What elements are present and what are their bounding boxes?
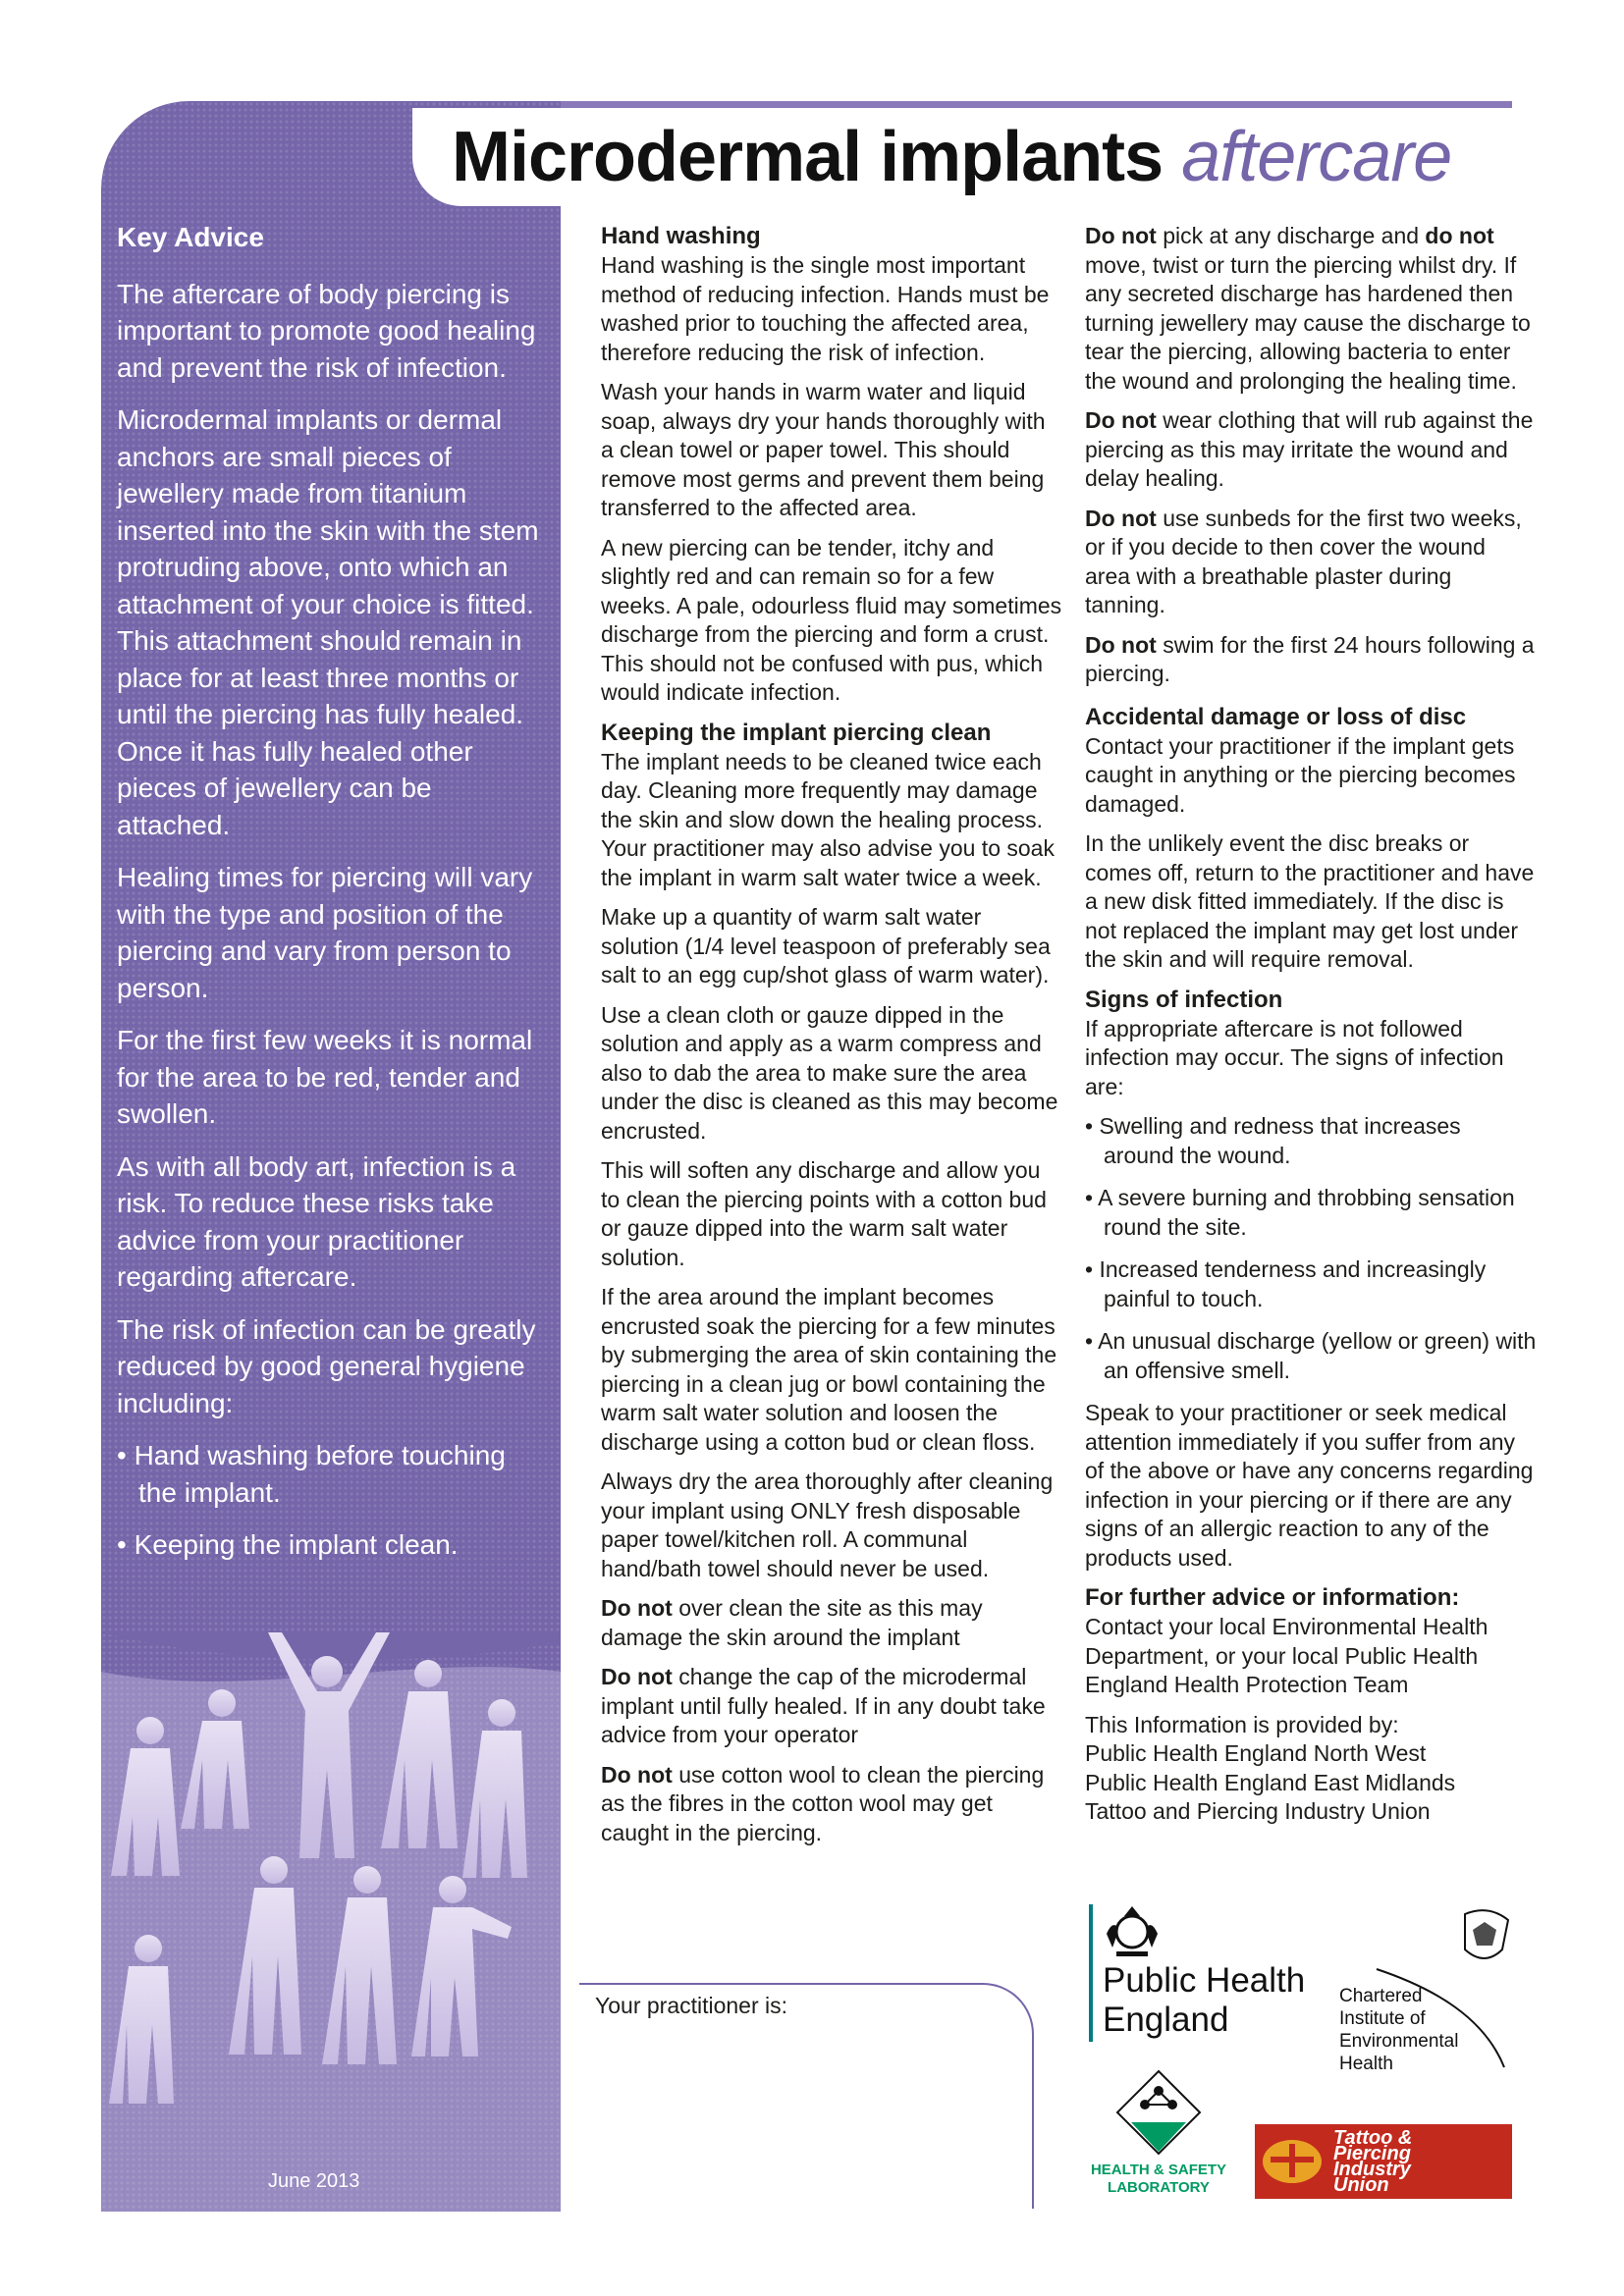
page-title [452,116,1451,198]
hand-washing-paragraph: Wash your hands in warm water and liquid soap, always dry your hands thoroughly with a clean towel or paper towel. This should remove most germs and prevent them being transferred to the affected area. [601,379,1046,520]
section-heading-further-advice: For further advice or information: [1085,1584,1460,1611]
cieh-logo-line: Health [1339,2054,1393,2074]
cieh-logo-line: Institute of [1339,2008,1426,2029]
cleaning-paragraph: The implant needs to be cleaned twice each day. Cleaning more frequently may damage the skin and slow down the healing process. Your practitioner may also advise you to soak the implant in warm salt water twice a week. [601,748,1055,890]
key-advice-paragraph: The risk of infection can be greatly reduced by good general hygiene including: [117,1313,536,1418]
hygiene-list [117,1437,549,1564]
phe-logo-line: Public Health [1103,1961,1306,2000]
section-heading-keeping-clean: Keeping the implant piercing clean [601,719,992,746]
cieh-logo-line: Environmental [1339,2031,1459,2052]
column-warnings-infection [1085,222,1537,1827]
tpiu-logo-text [1333,2127,1413,2196]
provided-by-label: This Information is provided by: [1085,1711,1399,1737]
hsl-logo-line: HEALTH & SAFETY [1090,2162,1227,2178]
do-not-swim [1085,631,1537,689]
hsl-logo-line: LABORATORY [1108,2179,1210,2196]
hsl-logo-text [1080,2162,1237,2197]
tpiu-logo-line: Industry [1333,2159,1411,2180]
further-advice-paragraph: Contact your local Environmental Health Department, or your local Public Health England Health Protection Team [1085,1614,1489,1697]
do-not-text: use cotton wool to clean the piercing as the fibres in the cotton wool may get caught in the piercing. [601,1761,1045,1845]
do-not-label: Do not [1085,407,1157,433]
cieh-logo [1337,1900,1524,2077]
do-not-text: change the cap of the microdermal implant until fully healed. If in any doubt take advice from your operator [601,1664,1046,1747]
key-advice-paragraph: Microdermal implants or dermal anchors are small pieces of jewellery made from titanium inserted into the skin with the stem protruding above, onto which an attachment of your choice is fitted. This attachment should remain in place for at least three months or until the piercing has fully healed. Once it has fully healed other pieces of jewellery can be attached. [117,404,539,840]
practitioner-label: Your practitioner is: [595,1993,788,2018]
key-advice-paragraph: Healing times for piercing will vary with the type and position of the piercing and vary from person to person. [117,862,533,1003]
tpiu-logo-line: Tattoo & [1333,2127,1413,2149]
column-hand-washing-cleaning [601,222,1062,1858]
cleaning-paragraph: This will soften any discharge and allow you to clean the piercing points with a cotton bud or gauze dipped into the warm salt water solution. [601,1157,1047,1270]
key-advice-paragraph: As with all body art, infection is a risk. To reduce these risks take advice from your practitioner regarding aftercare. [117,1150,516,1292]
royal-crest-icon [1103,1904,1162,1959]
key-advice-heading: Key Advice [117,222,264,252]
section-heading-accidental-damage: Accidental damage or loss of disc [1085,703,1467,730]
title-main: Microdermal implants [452,118,1164,196]
provider-line: Public Health England North West [1085,1740,1427,1766]
signs-list-item: • Swelling and redness that increases around the wound. [1085,1113,1461,1168]
hygiene-list-item: • Hand washing before touching the implant. [117,1440,506,1508]
do-not-label: Do not [1085,505,1157,531]
do-not-text: swim for the first 24 hours following a piercing. [1085,631,1535,686]
damage-paragraph: In the unlikely event the disc breaks or comes off, return to the practitioner and have a new disk fitted immediately. If the disc is not replaced the implant may get lost under the skin and will require removal. [1085,830,1535,972]
tpiu-logo-line: Union [1333,2174,1389,2196]
section-heading-signs-of-infection: Signs of infection [1085,986,1283,1013]
cleaning-paragraph: Make up a quantity of warm salt water solution (1/4 level teaspoon of preferably sea salt to an egg cup/shot glass of warm water). [601,904,1051,988]
phe-logo-line: England [1103,2001,1229,2039]
phe-logo-text [1103,1961,1305,2040]
do-not-change-cap [601,1663,1062,1750]
provider-line: Public Health England East Midlands [1085,1769,1456,1795]
do-not-label: Do not [601,1761,673,1788]
do-not-label: Do not [1085,223,1157,248]
tpiu-logo-line: Piercing [1333,2143,1411,2164]
do-not-text: pick at any discharge and [1156,223,1426,248]
signs-list-item: • A severe burning and throbbing sensation round the site. [1085,1185,1515,1240]
section-heading-hand-washing: Hand washing [601,223,761,249]
do-not-label: do not [1425,223,1494,248]
signs-paragraph: If appropriate aftercare is not followed infection may occur. The signs of infection are: [1085,1015,1504,1099]
do-not-label: Do not [1085,631,1157,658]
tpiu-emblem-icon [1255,2124,1329,2199]
health-safety-laboratory-logo [1080,2067,1237,2205]
people-silhouettes-illustration [101,1632,561,2212]
do-not-pick [1085,222,1537,396]
key-advice-paragraph: The aftercare of body piercing is important to promote good healing and prevent the risk of infection. [117,278,536,383]
key-advice-paragraph: For the first few weeks it is normal for the area to be red, tender and swollen. [117,1025,533,1129]
title-rule [412,101,1512,108]
signs-list-item: • Increased tenderness and increasingly painful to touch. [1085,1256,1487,1311]
do-not-text: use sunbeds for the first two weeks, or if you decide to then cover the wound area with a breathable plaster during tanning. [1085,505,1522,617]
phe-logo-bar [1089,1904,1093,2042]
do-not-sunbeds [1085,505,1537,620]
do-not-text: move, twist or turn the piercing whilst dry. If any secreted discharge has hardened then turning jewellery may cause the discharge to tear the piercing, allowing bacteria to enter the wound and prolonging the healing time. [1085,251,1531,394]
tattoo-piercing-industry-union-logo [1255,2124,1512,2199]
hand-washing-paragraph: A new piercing can be tender, itchy and slightly red and can remain so for a few weeks. A pale, odourless fluid may sometimes discharge from the piercing and form a crust. This should not be confused with pus, which would indicate infection. [601,534,1062,705]
damage-paragraph: Contact your practitioner if the implant gets caught in anything or the piercing becomes damaged. [1085,732,1516,817]
do-not-label: Do not [601,1664,673,1689]
signs-paragraph: Speak to your practitioner or seek medical attention immediately if you suffer from any of the above or have any concerns regarding infection in your piercing or if there are any signs of an allergic reaction to any of the products used. [1085,1400,1534,1571]
title-accent: aftercare [1181,118,1452,196]
signs-list-item: • An unusual discharge (yellow or green) with an offensive smell. [1085,1328,1537,1383]
provider-line: Tattoo and Piercing Industry Union [1085,1798,1431,1824]
cieh-logo-text [1339,1985,1458,2075]
cleaning-paragraph: If the area around the implant becomes encrusted soak the piercing for a few minutes by submerging the area of skin containing the piercing in a clean jug or bowl containing the warm salt water solution and loosen the discharge using a cotton bud or clean floss. [601,1284,1057,1455]
do-not-cotton-wool [601,1761,1062,1848]
do-not-text: over clean the site as this may damage the skin around the implant [601,1595,983,1650]
public-health-england-logo [1085,1904,1321,2052]
cleaning-paragraph: Use a clean cloth or gauze dipped in the solution and apply as a warm compress and also to dab the area to make sure the area under the disc is cleaned as this may become encrusted. [601,1001,1058,1144]
cieh-logo-line: Chartered [1339,1986,1423,2006]
cleaning-paragraph: Always dry the area thoroughly after cleaning your implant using ONLY fresh disposable paper towel/kitchen roll. A communal hand/bath towel should never be used. [601,1468,1054,1581]
hand-washing-paragraph: Hand washing is the single most important method of reducing infection. Hands must be washed prior to touching the affected area, therefore reducing the risk of infection. [601,252,1050,365]
key-advice-text [117,219,549,1579]
do-not-text: wear clothing that will rub against the piercing as this may irritate the wound and delay healing. [1085,407,1534,491]
key-advice-sidebar [101,101,561,2212]
signs-list [1085,1112,1537,1385]
do-not-clothing [1085,406,1537,494]
publication-date: June 2013 [268,2170,360,2192]
hygiene-list-item: • Keeping the implant clean. [117,1529,459,1560]
hsl-diamond-icon [1080,2067,1237,2165]
do-not-over-clean [601,1594,1062,1652]
do-not-label: Do not [601,1595,673,1621]
